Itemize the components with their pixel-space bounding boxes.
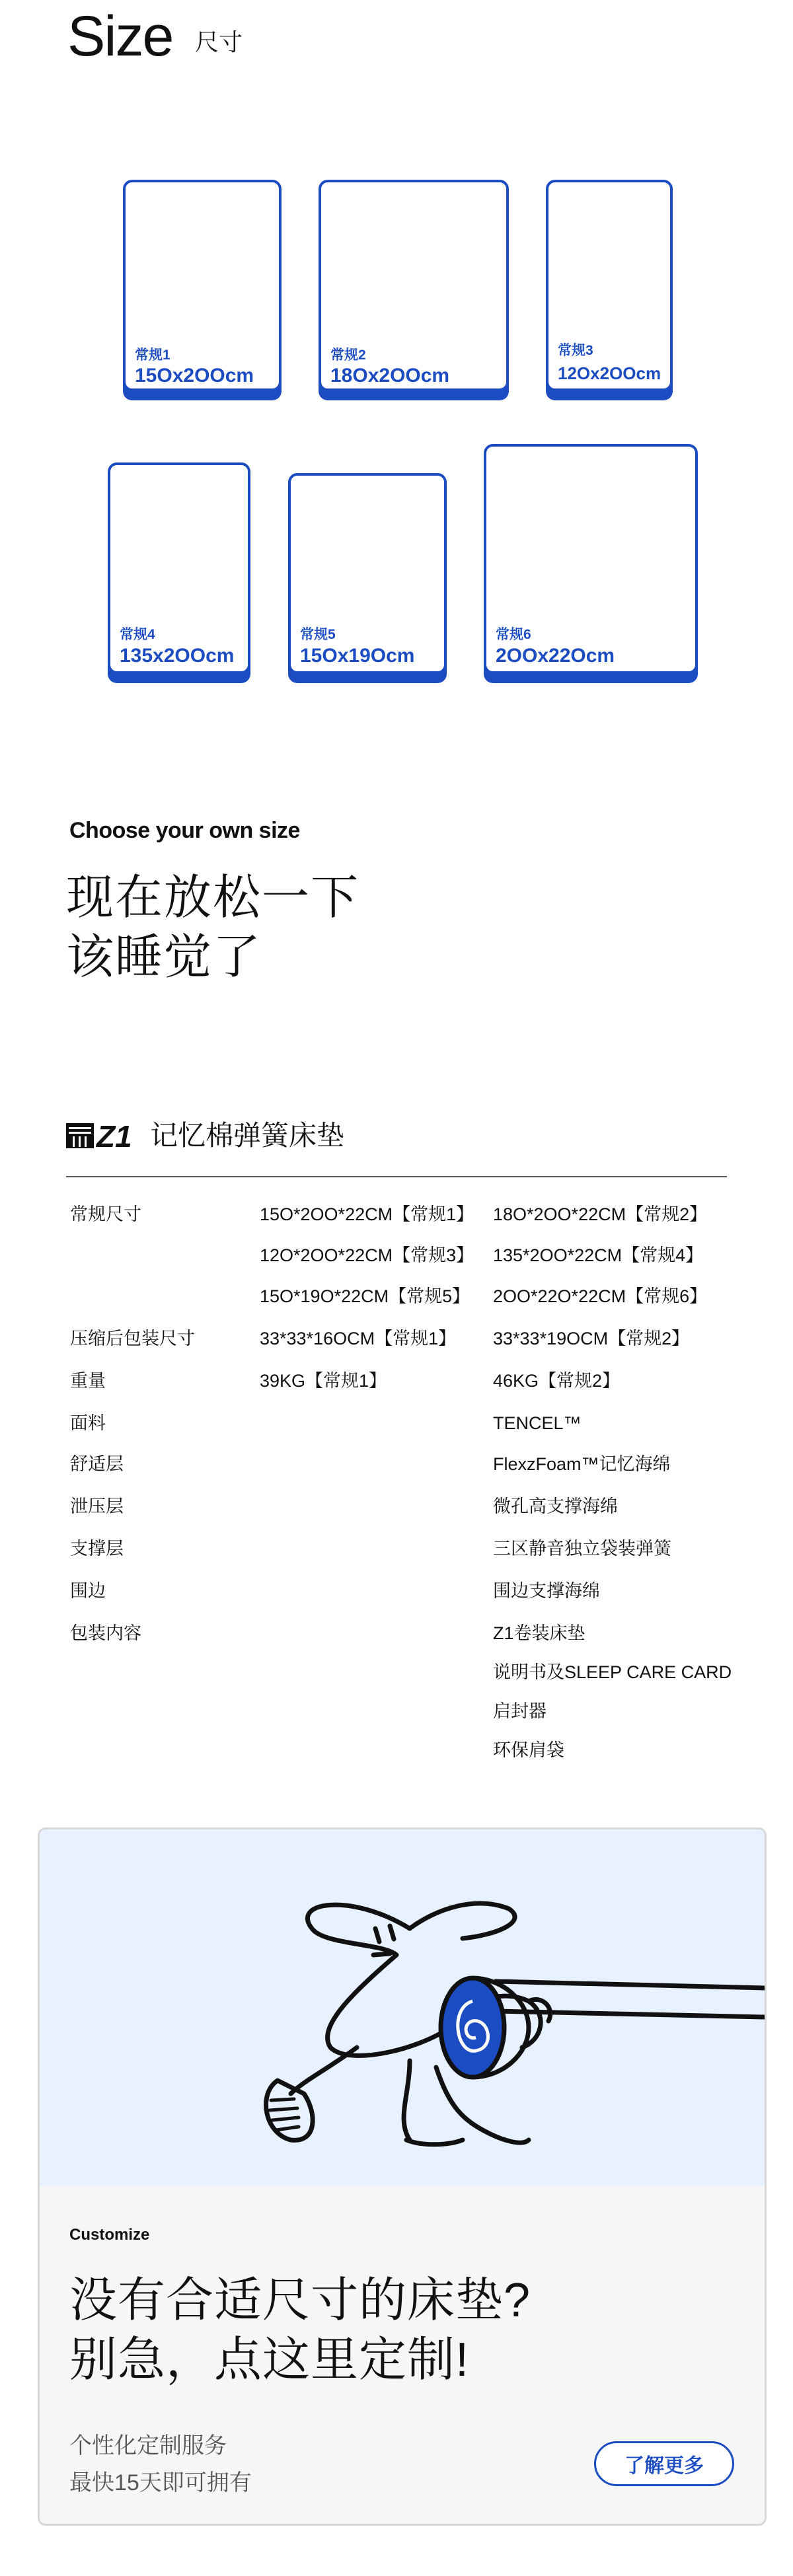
size-card-name: 常规3 (558, 343, 593, 358)
spec-label: 泄压层 (70, 1496, 124, 1516)
size-card-name: 常规6 (496, 627, 531, 642)
spec-label: 舒适层 (70, 1454, 124, 1474)
spec-value: Z1卷装床垫 (493, 1623, 585, 1643)
spec-value: 12O*2OO*22CM【常规3】 (260, 1245, 474, 1265)
customize-headline-line1: 没有合适尺寸的床垫? (69, 2274, 531, 2327)
size-card-4[interactable] (108, 462, 250, 674)
spec-title: 记忆棉弹簧床垫 (150, 1120, 345, 1151)
choose-label: Choose your own size (69, 818, 300, 843)
size-subtitle: 尺寸 (195, 28, 243, 55)
svg-text:Z1: Z1 (96, 1119, 132, 1150)
spec-label: 常规尺寸 (70, 1204, 141, 1224)
mascot-illustration (40, 1829, 765, 2186)
spec-value: 启封器 (493, 1701, 547, 1721)
spec-value: TENCEL™ (493, 1413, 582, 1433)
spec-value: 15O*19O*22CM【常规5】 (260, 1286, 471, 1306)
spec-label: 支撑层 (70, 1539, 124, 1559)
spec-value: 2OO*22O*22CM【常规6】 (493, 1286, 708, 1306)
z1-logo-icon (66, 1119, 132, 1150)
choose-headline-line2: 该睡觉了 (66, 931, 262, 984)
size-title: Size (67, 5, 173, 68)
size-card-name: 常规4 (120, 627, 155, 642)
choose-headline-line1: 现在放松一下 (66, 871, 360, 924)
size-card-3[interactable] (546, 180, 673, 391)
size-card-dim: 2OOx22Ocm (496, 645, 615, 667)
customize-headline (69, 2271, 531, 2390)
spec-value: 环保肩袋 (493, 1740, 564, 1760)
size-card-6[interactable] (484, 444, 698, 674)
size-card-dim: 135x2OOcm (120, 645, 235, 667)
spec-value: 15O*2OO*22CM【常规1】 (260, 1204, 474, 1224)
size-card-2[interactable] (319, 180, 509, 391)
spec-label: 压缩后包装尺寸 (70, 1329, 195, 1348)
size-card-dim: 18Ox2OOcm (330, 365, 450, 386)
size-card-name: 常规2 (330, 348, 366, 363)
customize-label: Customize (69, 2226, 150, 2244)
spec-label: 重量 (70, 1371, 106, 1391)
spec-value: 18O*2OO*22CM【常规2】 (493, 1204, 708, 1224)
mascot-icon (40, 1829, 765, 2186)
spec-value: 135*2OO*22CM【常规4】 (493, 1245, 704, 1265)
size-card-1[interactable] (123, 180, 282, 391)
size-card-dim: 12Ox2OOcm (558, 363, 661, 383)
spec-value: 说明书及SLEEP CARE CARD (493, 1662, 732, 1682)
spec-value: 39KG【常规1】 (260, 1371, 387, 1391)
spec-label: 围边 (70, 1581, 106, 1601)
size-card-dim: 15Ox2OOcm (135, 365, 254, 386)
spec-value: 33*33*16OCM【常规1】 (260, 1329, 457, 1348)
spec-label: 面料 (70, 1413, 106, 1433)
spec-value: 微孔高支撑海绵 (493, 1496, 618, 1516)
size-card-name: 常规5 (300, 627, 336, 642)
spec-label: 包装内容 (70, 1623, 141, 1643)
customize-card[interactable] (38, 1827, 767, 2526)
spec-value: 围边支撑海绵 (493, 1581, 600, 1601)
spec-value: 三区静音独立袋装弹簧 (493, 1539, 671, 1559)
learn-more-button[interactable]: 了解更多 (594, 2441, 734, 2486)
customize-sub1: 个性化定制服务 (69, 2433, 227, 2458)
customize-headline-line2: 别急，点这里定制! (69, 2334, 470, 2386)
spec-value: 46KG【常规2】 (493, 1371, 621, 1391)
spec-divider (66, 1176, 727, 1177)
size-card-name: 常规1 (135, 348, 170, 363)
size-card-dim: 15Ox19Ocm (300, 645, 415, 667)
z1-logo (66, 1119, 132, 1150)
customize-sub2: 最快15天即可拥有 (69, 2470, 252, 2495)
choose-headline (66, 868, 359, 987)
size-card-5[interactable] (288, 473, 447, 674)
spec-value: FlexzFoam™记忆海绵 (493, 1454, 671, 1474)
spec-value: 33*33*19OCM【常规2】 (493, 1329, 690, 1348)
